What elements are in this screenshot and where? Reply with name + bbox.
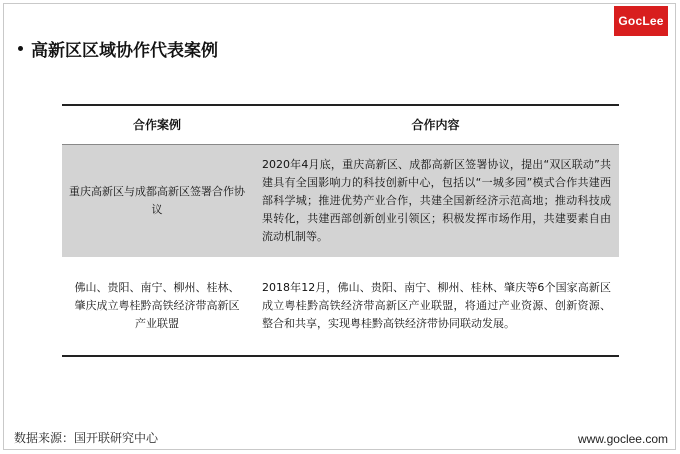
website-link[interactable]: www.goclee.com xyxy=(577,432,668,446)
table-row xyxy=(62,257,619,356)
data-source: 数据来源：国开联研究中心 xyxy=(14,431,159,445)
bullet-icon xyxy=(18,46,23,51)
goclee-logo xyxy=(614,6,668,36)
case-cell: 佛山、贵阳、南宁、柳州、桂林、肇庆成立粤桂黔高铁经济带高新区产业联盟 xyxy=(74,281,240,330)
page-title-text: 高新区区域协作代表案例 xyxy=(31,41,218,61)
content-cell: 2018年12月，佛山、贵阳、南宁、柳州、桂林、肇庆等6个国家高新区成立粤桂黔高铁经济带高新区产业联盟，将通过产业资源、创新资源、整合和共享，实现粤桂黔高铁经济带协同联动发展。 xyxy=(262,281,611,330)
content-cell: 2020年4月底，重庆高新区、成都高新区签署协议，提出“双区联动”共建具有全国影响力的科技创新中心，包括以“一城多园”模式合作共建西部科学城；推进优势产业合作，共建全国新经济示范高地；推动科技成果转化，共建西部创新创业引领区；积极发挥市场作用，共建要素自由流动机制等。 xyxy=(252,145,619,258)
case-cell: 重庆高新区与成都高新区签署合作协议 xyxy=(62,145,252,258)
header-case: 合作案例 xyxy=(62,105,252,145)
page-title xyxy=(18,36,218,61)
header-content: 合作内容 xyxy=(252,105,619,145)
cases-table xyxy=(62,104,619,357)
logo-text: GocLee xyxy=(618,14,664,28)
table-header-row xyxy=(62,105,619,145)
table-row xyxy=(62,145,619,258)
